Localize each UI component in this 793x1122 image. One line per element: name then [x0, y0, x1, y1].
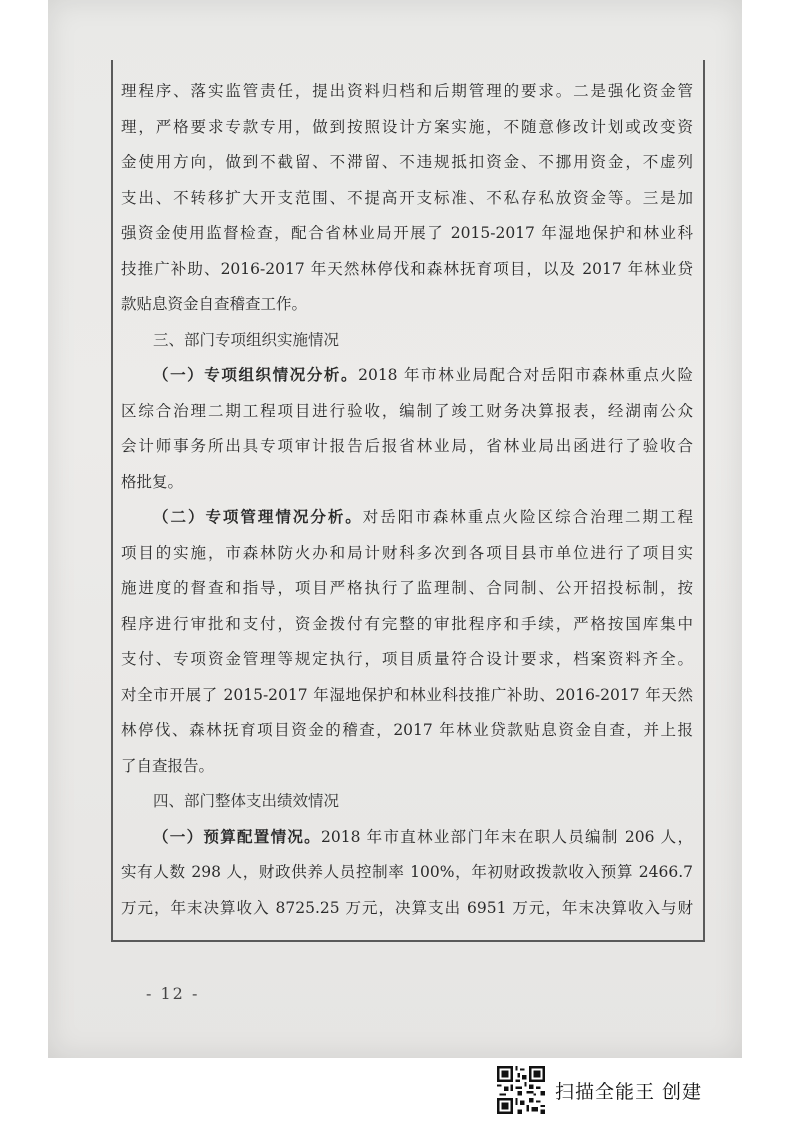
text-line: 强资金使用监督检查，配合省林业局开展了 2015-2017 年湿地保护和林业科	[121, 224, 693, 242]
paragraph-resource-management	[121, 74, 693, 323]
text-line: 万元，年末决算收入 8725.25 万元，决算支出 6951 万元，年末决算收入与财	[121, 898, 693, 917]
text-line: 支付、专项资金管理等规定执行，项目质量符合设计要求，档案资料齐全。	[121, 650, 693, 668]
scanner-watermark	[497, 1064, 702, 1116]
text-line	[121, 820, 693, 856]
text-line	[121, 358, 693, 394]
subsection-title: （二）专项管理情况分析。	[153, 508, 363, 526]
text-run: 2018 年市林业局配合对岳阳市森林重点火险	[358, 366, 693, 384]
text-line: 区综合治理二期工程项目进行验收，编制了竣工财务决算报表，经湖南公众	[121, 401, 693, 420]
subsection-title: （一）专项组织情况分析。	[153, 366, 359, 384]
text-line: 实有人数 298 人，财政供养人员控制率 100%，年初财政拨款收入预算 2466.7	[121, 863, 693, 881]
text-line: 会计师事务所出具专项审计报告后报省林业局，省林业局出函进行了验收合	[121, 437, 693, 455]
paragraph-project-management	[121, 500, 693, 784]
text-line: 款贴息资金自查稽查工作。	[121, 295, 308, 313]
text-line: 林停伐、森林抚育项目资金的稽查，2017 年林业贷款贴息资金自查，并上报	[121, 721, 693, 739]
text-line: 理，严格要求专款专用，做到按照设计方案实施，不随意修改计划或改变资	[121, 117, 693, 136]
scanner-brand-label: 扫描全能王 创建	[555, 1080, 703, 1103]
text-run: 2018 年市直林业部门年末在职人员编制 206 人，	[321, 827, 693, 846]
text-line: 了自查报告。	[121, 756, 215, 775]
section-heading-4: 四、部门整体支出绩效情况	[153, 792, 340, 810]
paragraph-budget-allocation	[121, 820, 693, 927]
paragraph-project-organization	[121, 358, 693, 500]
text-line: 金使用方向，做到不截留、不滞留、不违规抵扣资金、不挪用资金，不虚列	[121, 153, 693, 171]
text-line: 项目的实施，市森林防火办和局计财科多次到各项目县市单位进行了项目实	[121, 543, 693, 562]
text-line	[121, 500, 693, 536]
document-body	[121, 74, 693, 926]
text-line: 程序进行审批和支付，资金拨付有完整的审批程序和手续，严格按国库集中	[121, 614, 693, 633]
text-run: 对岳阳市森林重点火险区综合治理二期工程	[362, 508, 693, 526]
subsection-title: （一）预算配置情况。	[153, 827, 321, 846]
text-line: 理程序、落实监管责任，提出资料归档和后期管理的要求。二是强化资金管	[121, 82, 693, 100]
text-line: 技推广补助、2016-2017 年天然林停伐和森林抚育项目，以及 2017 年林业贷	[121, 259, 693, 278]
qr-code-icon	[497, 1066, 545, 1114]
text-line: 施进度的督查和指导，项目严格执行了监理制、合同制、公开招投标制，按	[121, 579, 693, 597]
text-line: 对全市开展了 2015-2017 年湿地保护和林业科技推广补助、2016-2017 年天然	[121, 685, 693, 704]
section-heading-3: 三、部门专项组织实施情况	[153, 330, 340, 349]
text-line: 支出、不转移扩大开支范围、不提高开支标准、不私存私放资金等。三是加	[121, 188, 693, 207]
text-line: 格批复。	[121, 472, 184, 491]
page-number: - 12 -	[146, 984, 200, 1003]
